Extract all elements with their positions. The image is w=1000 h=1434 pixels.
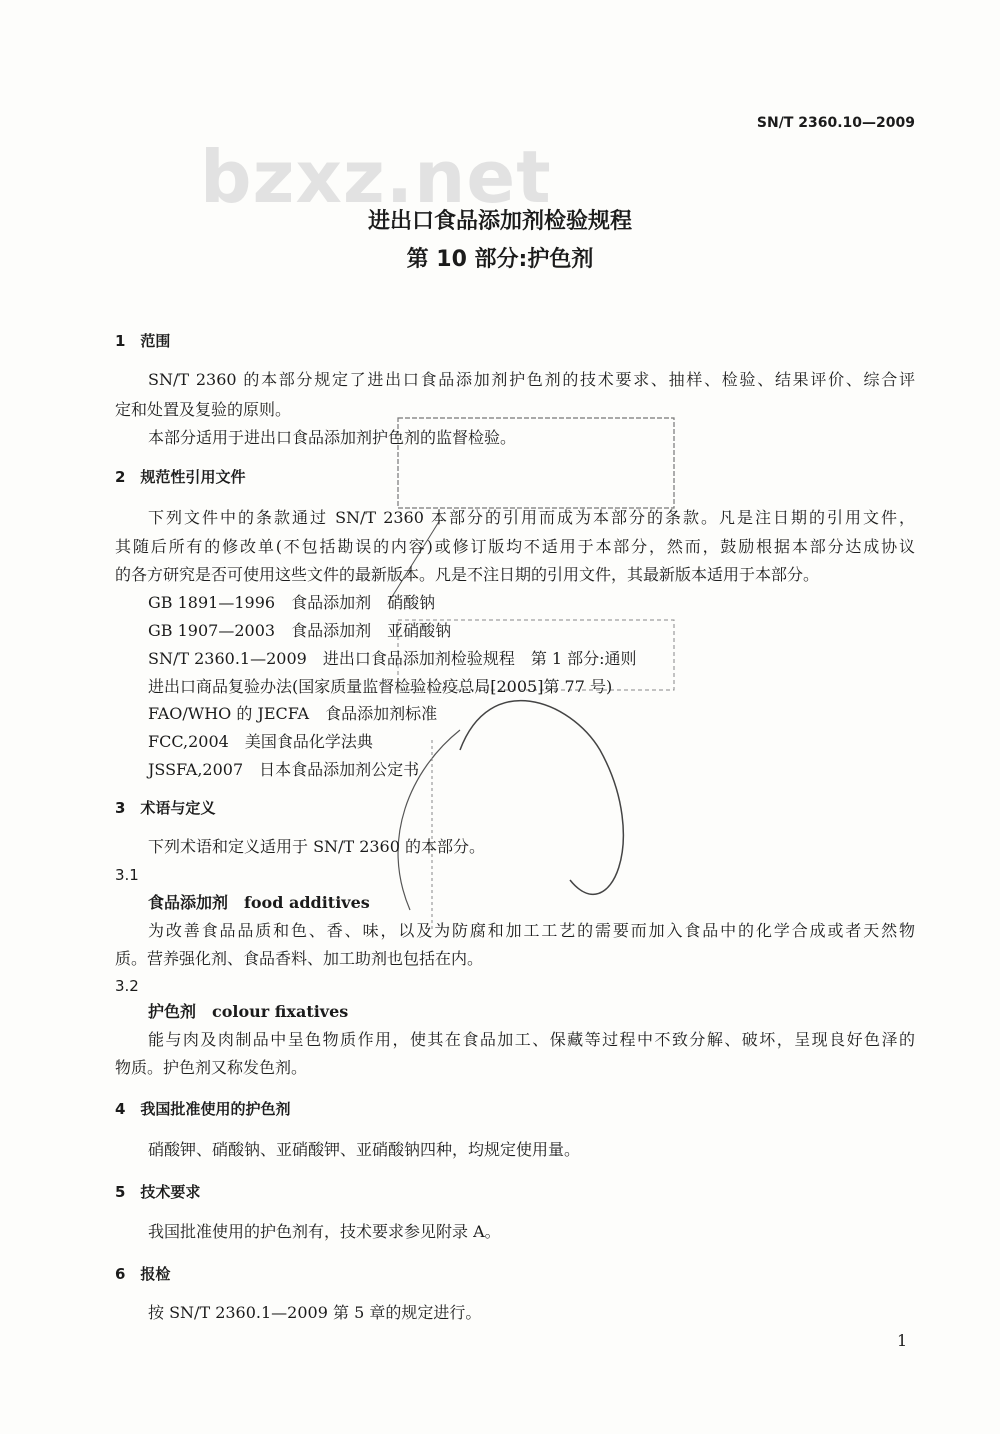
title-line-2: 第 10 部分:护色剂 [406,247,594,272]
paragraph: 的各方研究是否可使用这些文件的最新版本。凡是不注日期的引用文件，其最新版本适用于本部分。 [115,565,820,584]
term-title: 护色剂 colour fixatives [148,1002,349,1021]
section-1-heading: 1 范围 [115,332,171,350]
paragraph: 其随后所有的修改单(不包括勘误的内容)或修订版均不适用于本部分，然而，鼓励根据本部分达成协议 [115,537,915,556]
section-2-heading: 2 规范性引用文件 [115,468,246,486]
paragraph: 定和处置及复验的原则。 [115,400,292,419]
term-definition: 为改善食品品质和色、香、味，以及为防腐和加工工艺的需要而加入食品中的化学合成或者天然物 [148,921,915,940]
paragraph: SN/T 2360 的本部分规定了进出口食品添加剂护色剂的技术要求、抽样、检验、结果评价、综合评 [148,370,915,389]
paragraph: 我国批准使用的护色剂有，技术要求参见附录 A。 [148,1222,501,1241]
paragraph: 按 SN/T 2360.1—2009 第 5 章的规定进行。 [148,1303,482,1322]
reference-item: FAO/WHO 的 JECFA 食品添加剂标准 [148,704,438,723]
paragraph: 硝酸钾、硝酸钠、亚硝酸钾、亚硝酸钠四种，均规定使用量。 [148,1140,581,1159]
term-definition: 物质。护色剂又称发色剂。 [115,1058,308,1077]
reference-item: GB 1907—2003 食品添加剂 亚硝酸钠 [148,621,452,640]
paragraph: 下列文件中的条款通过 SN/T 2360 本部分的引用而成为本部分的条款。凡是注日期的引用文件， [148,508,915,527]
reference-item: FCC,2004 美国食品化学法典 [148,732,373,751]
section-5-heading: 5 技术要求 [115,1183,201,1201]
reference-item: GB 1891—1996 食品添加剂 硝酸钠 [148,593,436,612]
section-6-heading: 6 报检 [115,1265,171,1283]
term-title: 食品添加剂 food additives [148,893,370,912]
section-4-heading: 4 我国批准使用的护色剂 [115,1100,291,1118]
term-definition: 能与肉及肉制品中呈色物质作用，使其在食品加工、保藏等过程中不致分解、破坏，呈现良好色泽的 [148,1030,915,1049]
reference-item: 进出口商品复验办法(国家质量监督检验检疫总局[2005]第 77 号) [148,677,613,696]
term-number: 3.1 [115,866,139,884]
term-definition: 质。营养强化剂、食品香料、加工助剂也包括在内。 [115,949,484,968]
page-number: 1 [897,1331,908,1350]
paragraph: 下列术语和定义适用于 SN/T 2360 的本部分。 [148,837,486,856]
watermark: bzxz.net [200,135,552,219]
title-line-1: 进出口食品添加剂检验规程 [367,209,632,234]
paragraph: 本部分适用于进出口食品添加剂护色剂的监督检验。 [148,428,517,447]
standard-number: SN/T 2360.10—2009 [756,115,915,131]
reference-item: JSSFA,2007 日本食品添加剂公定书 [148,760,420,779]
reference-item: SN/T 2360.1—2009 进出口食品添加剂检验规程 第 1 部分:通则 [148,649,637,668]
section-3-heading: 3 术语与定义 [115,799,216,817]
term-number: 3.2 [115,977,139,995]
